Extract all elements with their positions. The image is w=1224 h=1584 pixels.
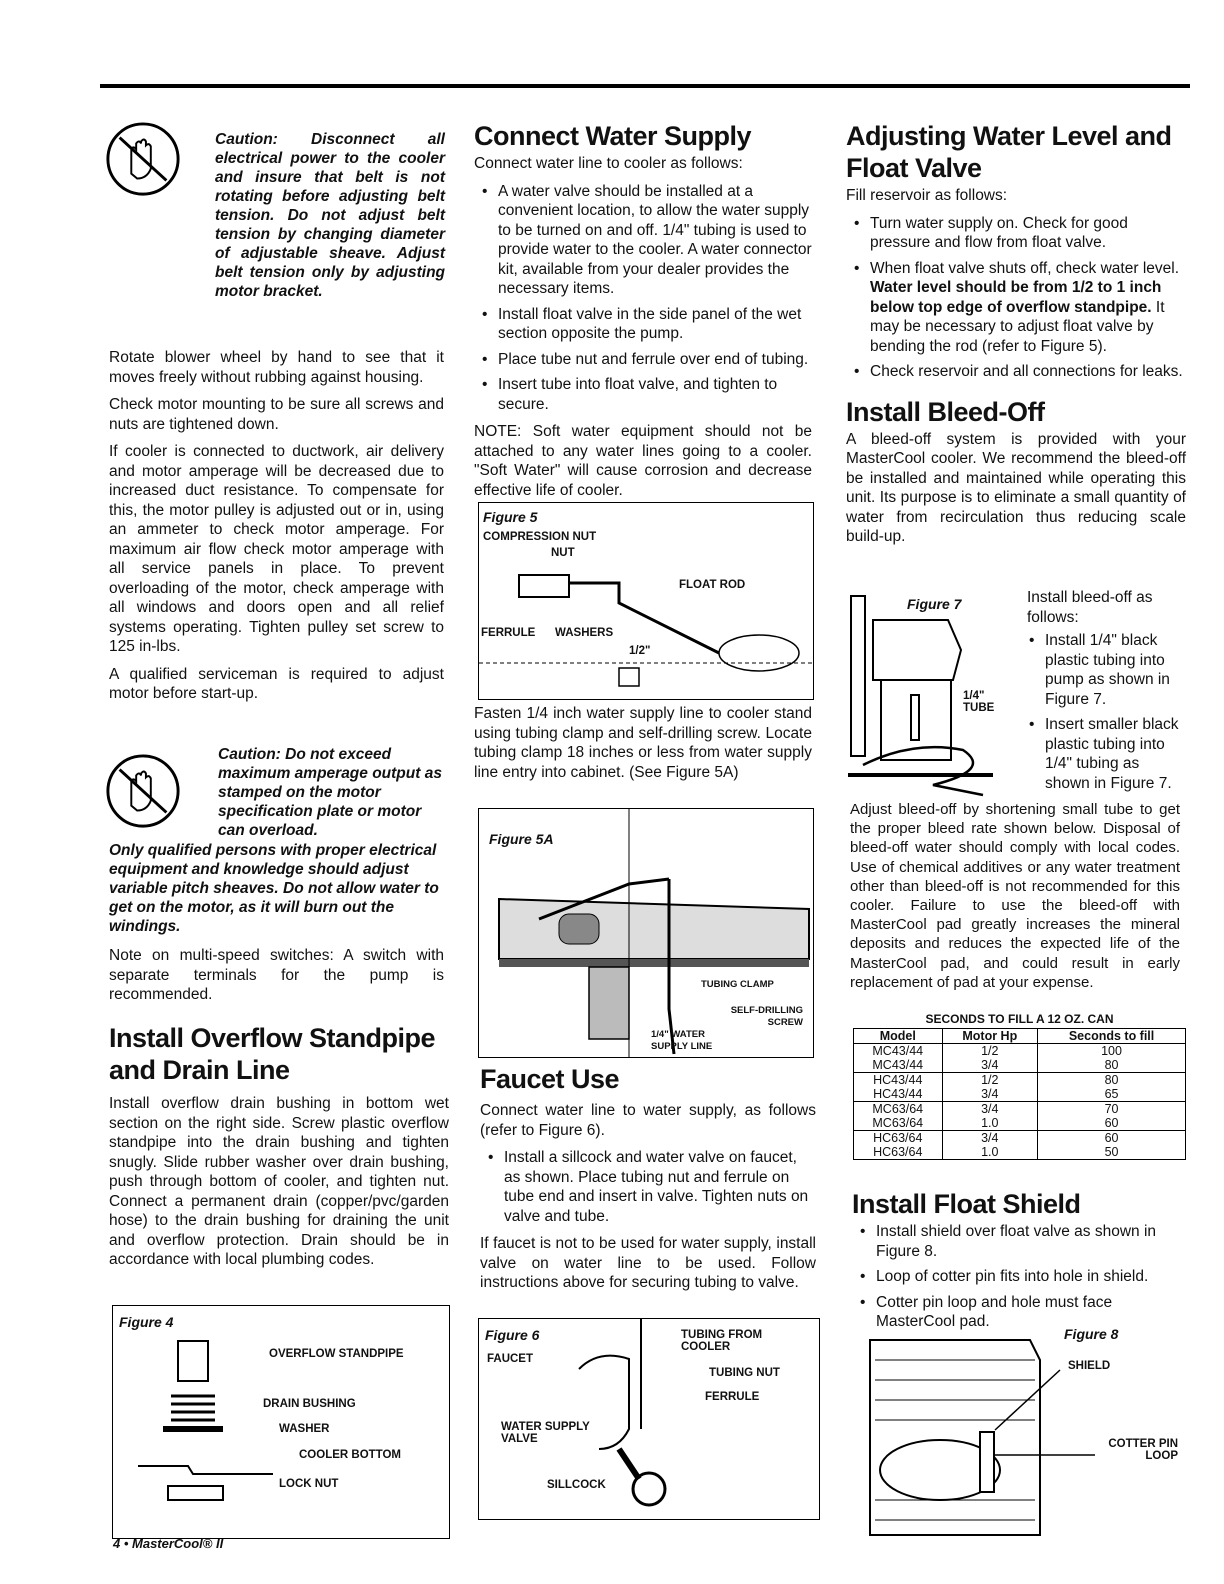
cell-model: MC43/44 <box>854 1044 943 1059</box>
paragraph-check-motor: Check motor mounting to be sure all screws and nuts are tightened down. <box>109 396 444 433</box>
heading-faucet-use: Faucet Use <box>480 1064 620 1094</box>
float-shield-illustration <box>850 1320 1190 1540</box>
cell-model: HC43/44 <box>854 1073 943 1088</box>
cell-motor-hp: 1/2 <box>942 1073 1038 1088</box>
bleed-rate-table <box>853 1012 1186 1160</box>
label-water-supply-valve: WATER SUPPLY VALVE <box>501 1421 590 1445</box>
pump-illustration <box>843 590 1023 800</box>
table-row <box>854 1058 1186 1073</box>
label-drain-bushing: DRAIN BUSHING <box>263 1398 356 1410</box>
label-compression-nut: COMPRESSION NUT <box>483 531 597 543</box>
cell-model: MC63/64 <box>854 1116 943 1131</box>
heading-adjusting-water-level: Adjusting Water Level and Float Valve <box>846 121 1172 183</box>
paragraph-fasten-tubing: Fasten 1/4 inch water supply line to cooler stand using tubing clamp and self-drilling screw. Locate tubing clamp 18 inches or less from water supply line entry into cabinet. (See Figure 5A) <box>474 705 812 781</box>
paragraph-rotate-blower: Rotate blower wheel by hand to see that it moves freely without rubbing against housing. <box>109 349 444 386</box>
label-tubing-from-cooler: TUBING FROM COOLER <box>681 1329 763 1353</box>
list-item: • Check reservoir and all connections for leaks. <box>862 362 1186 382</box>
table-row <box>854 1087 1186 1102</box>
caution-belt-tension: Caution: Disconnect all electrical power to the cooler and insure that belt is not rotating before adjusting belt tension. Do not adjust belt tension by changing diameter of adjustable sheave. Adjust belt tension only by adjusting motor bracket. <box>215 131 445 300</box>
label-quarter-inch-tube: 1/4" TUBE <box>963 690 995 714</box>
figure-5a <box>478 808 814 1058</box>
cell-model: HC63/64 <box>854 1145 943 1160</box>
cell-motor-hp: 1.0 <box>942 1116 1038 1131</box>
list-item: • Insert tube into float valve, and tighten to secure. <box>490 375 812 414</box>
list-item: • Place tube nut and ferrule over end of tubing. <box>490 350 812 370</box>
caution-qualified-persons: Only qualified persons with proper electrical equipment and knowledge should adjust variable pitch sheaves. Do not allow water to get on the motor, as it will burn out the windings. <box>109 842 439 935</box>
figure-4 <box>112 1305 450 1539</box>
paragraph-multispeed: Note on multi-speed switches: A switch with separate terminals for the pump is recommended. <box>109 947 444 1003</box>
paragraph-faucet-alt: If faucet is not to be used for water supply, install valve on water line to be used. Follow instructions above for securing tubing to valve. <box>480 1235 816 1291</box>
heading-install-overflow: Install Overflow Standpipe and Drain Line <box>109 1023 436 1085</box>
label-washers: WASHERS <box>555 627 614 639</box>
column-header-model: Model <box>854 1029 943 1044</box>
table-row <box>854 1145 1186 1160</box>
label-sillcock: SILLCOCK <box>547 1479 606 1491</box>
table-row <box>854 1131 1186 1146</box>
label-float-rod: FLOAT ROD <box>679 579 746 591</box>
label-cooler-bottom: COOLER BOTTOM <box>299 1449 402 1461</box>
cell-model: HC63/64 <box>854 1131 943 1146</box>
heading-install-bleed-off: Install Bleed-Off <box>846 396 1045 427</box>
list-item: • Loop of cotter pin fits into hole in shield. <box>868 1267 1186 1287</box>
paragraph-ductwork: If cooler is connected to ductwork, air delivery and motor amperage will be decreased due to increased duct resistance. To compensate for this, the motor pulley is adjusted out or in, using an ammeter to check motor amperage. For maximum air flow check motor amperage with all service panels in place. To prevent overloading of the motor, check amperage with all windows and doors open and all relief systems operating. Tighten pulley set screw to 125 in-lbs. <box>109 443 444 655</box>
figure-title: Figure 6 <box>485 1327 540 1343</box>
table-row <box>854 1116 1186 1131</box>
figure-8 <box>850 1320 1190 1540</box>
page-footer: 4 • MasterCool® II <box>113 1536 224 1551</box>
figure-7 <box>843 590 1023 800</box>
figure-title: Figure 8 <box>1064 1326 1119 1342</box>
paragraph-bleed-off: A bleed-off system is provided with your MasterCool cooler. We recommend the bleed-off be installed and maintained while operating this unit. Its purpose is to eliminate a small quantity of water from recirculation thus reducing scale build-up. <box>846 430 1186 545</box>
figure-title: Figure 5A <box>489 831 554 847</box>
label-cotter-pin-loop: COTTER PIN LOOP <box>1108 1438 1178 1462</box>
paragraph-fill-intro: Fill reservoir as follows: <box>846 187 1008 204</box>
label-self-drilling-screw: SELF-DRILLING SCREW <box>730 1005 803 1028</box>
column-header-seconds: Seconds to fill <box>1038 1029 1186 1044</box>
cell-seconds: 60 <box>1038 1131 1186 1146</box>
cell-model: MC63/64 <box>854 1102 943 1117</box>
paragraph-soft-water-note: NOTE: Soft water equipment should not be attached to any water lines going to a cooler. "Soft Water" will cause corrosion and decrease effective life of cooler. <box>474 423 812 499</box>
paragraph-connect-intro: Connect water line to cooler as follows: <box>474 155 743 172</box>
column-header-motor-hp: Motor Hp <box>942 1029 1038 1044</box>
cell-motor-hp: 3/4 <box>942 1102 1038 1117</box>
figure-title: Figure 5 <box>483 509 538 525</box>
label-shield: SHIELD <box>1068 1360 1111 1372</box>
cell-seconds: 65 <box>1038 1087 1186 1102</box>
list-item: • Install a sillcock and water valve on faucet, as shown. Place tubing nut and ferrule on tube end and insert in valve. Tighten nuts on valve and tube. <box>496 1148 816 1226</box>
paragraph-overflow: Install overflow drain bushing in bottom wet section on the right side. Screw plastic overflow standpipe into the drain bushing and tighten snugly. Slide rubber washer over drain bushing, push through bottom of cooler, and tighten nut. Connect a permanent drain (copper/pvc/garden hose) to the drain bushing for draining the unit and overflow protection. Drain should be in accordance with local plumbing codes. <box>109 1095 449 1268</box>
top-rule <box>100 84 1190 88</box>
table-row <box>854 1073 1186 1088</box>
label-washer: WASHER <box>279 1423 330 1435</box>
label-faucet: FAUCET <box>487 1353 533 1365</box>
figure-5 <box>478 502 814 700</box>
heading-connect-water-supply: Connect Water Supply <box>474 121 752 151</box>
cell-motor-hp: 1/2 <box>942 1044 1038 1059</box>
cell-seconds: 50 <box>1038 1145 1186 1160</box>
drain-assembly-illustration <box>133 1336 273 1536</box>
cell-motor-hp: 3/4 <box>942 1131 1038 1146</box>
heading-install-float-shield: Install Float Shield <box>852 1189 1081 1219</box>
label-water-supply-line: 1/4" WATER SUPPLY LINE <box>651 1029 713 1052</box>
no-hand-caution-icon <box>104 752 182 830</box>
list-item: • Turn water supply on. Check for good pressure and flow from float valve. <box>862 214 1186 253</box>
figure-title: Figure 4 <box>119 1314 174 1330</box>
cell-motor-hp: 3/4 <box>942 1087 1038 1102</box>
table-caption: SECONDS TO FILL A 12 OZ. CAN <box>925 1012 1114 1026</box>
no-hand-caution-icon <box>104 120 182 198</box>
label-lock-nut: LOCK NUT <box>279 1478 339 1490</box>
label-tubing-clamp: TUBING CLAMP <box>701 979 774 990</box>
text: It may be necessary to adjust float valve by bending the rod (refer to Figure 5). <box>870 298 1165 355</box>
label-nut: NUT <box>551 547 575 559</box>
caution-amperage: Caution: Do not exceed maximum amperage output as stamped on the motor specification plate or motor can overload. <box>218 746 442 839</box>
cell-seconds: 100 <box>1038 1044 1186 1059</box>
list-item: • Install 1/4" black plastic tubing into pump as shown in Figure 7. <box>1037 631 1187 709</box>
cell-seconds: 80 <box>1038 1058 1186 1073</box>
table-row <box>854 1102 1186 1117</box>
water-level-emphasis: Water level should be from 1/2 to 1 inch below top edge of overflow standpipe. <box>870 279 1162 316</box>
text: When float valve shuts off, check water level. <box>870 259 1180 277</box>
list-item: • Insert smaller black plastic tubing into 1/4" tubing as shown in Figure 7. <box>1037 715 1187 793</box>
figure-title: Figure 7 <box>907 596 962 612</box>
faucet-illustration <box>479 1319 819 1519</box>
figure-6 <box>478 1318 820 1520</box>
paragraph-faucet-intro: Connect water line to water supply, as follows (refer to Figure 6). <box>480 1102 816 1139</box>
cell-motor-hp: 3/4 <box>942 1058 1038 1073</box>
list-item: • Install float valve in the side panel of the wet section opposite the pump. <box>490 305 812 344</box>
paragraph-adjust-bleed: Adjust bleed-off by shortening small tube to get the proper bleed rate shown below. Disposal of bleed-off water should comply with local codes. Use of chemical additives or any water treatment other than bleed-off is not recommended for this cooler. Failure to use the bleed-off with MasterCool pad greatly increases the mineral deposits and reduces the expected life of the MasterCool pad, and could result in early replacement of pad at your expense. <box>850 801 1180 991</box>
connect-steps-list <box>474 182 812 415</box>
list-item: • A water valve should be installed at a convenient location, to allow the water supply to be turned on and off. 1/4" tubing is used to provide water to the cooler. A water connector kit, available from your dealer provides the necessary items. <box>490 182 812 299</box>
label-tubing-nut: TUBING NUT <box>709 1367 780 1379</box>
label-overflow-standpipe: OVERFLOW STANDPIPE <box>269 1348 404 1360</box>
cell-seconds: 60 <box>1038 1116 1186 1131</box>
cell-model: HC43/44 <box>854 1087 943 1102</box>
label-ferrule: FERRULE <box>705 1391 760 1403</box>
table-row <box>854 1044 1186 1059</box>
cell-seconds: 70 <box>1038 1102 1186 1117</box>
cell-model: MC43/44 <box>854 1058 943 1073</box>
paragraph-serviceman: A qualified serviceman is required to adjust motor before start-up. <box>109 665 444 702</box>
list-item: • Cotter pin loop and hole must face MasterCool pad. <box>868 1293 1186 1332</box>
list-item: • Install shield over float valve as shown in Figure 8. <box>868 1222 1186 1261</box>
label-half-inch: 1/2" <box>629 645 651 657</box>
cell-seconds: 80 <box>1038 1073 1186 1088</box>
label-ferrule: FERRULE <box>481 627 536 639</box>
float-valve-illustration <box>479 503 813 699</box>
list-item <box>862 259 1186 357</box>
paragraph-install-bleed-intro: Install bleed-off as follows: <box>1027 589 1153 626</box>
cell-motor-hp: 1.0 <box>942 1145 1038 1160</box>
